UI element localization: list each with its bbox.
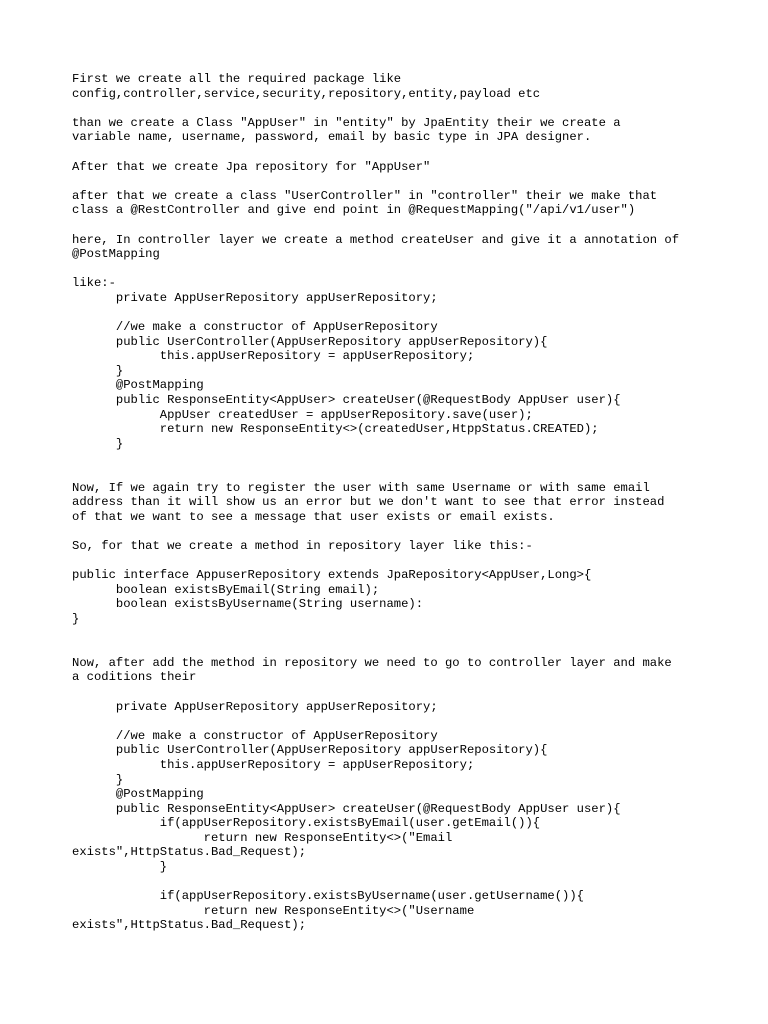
text-line: a coditions their (72, 670, 197, 685)
text-line: boolean existsByUsername(String username): (72, 597, 424, 612)
text-line: //we make a constructor of AppUserRepository (72, 728, 438, 743)
text-line (72, 554, 712, 569)
text-line: exists",HttpStatus.Bad_Request); (72, 918, 307, 933)
text-line: if(appUserRepository.existsByUsername(user.getUsername()){ (72, 889, 584, 904)
text-line: config,controller,service,security,repository,entity,payload etc (72, 86, 541, 101)
text-line: public ResponseEntity<AppUser> createUser(@RequestBody AppUser user){ (72, 393, 621, 408)
text-line (72, 875, 712, 890)
text-line: @PostMapping (72, 378, 204, 393)
text-line (72, 451, 712, 466)
text-line: Now, after add the method in repository we need to go to controller layer and make (72, 655, 672, 670)
text-line: public UserController(AppUserRepository appUserRepository){ (72, 334, 548, 349)
text-line: return new ResponseEntity<>("Username (72, 903, 475, 918)
text-line: private AppUserRepository appUserRepository; (72, 699, 438, 714)
text-line (72, 641, 712, 656)
text-line: variable name, username, password, email by basic type in JPA designer. (72, 130, 592, 145)
text-line: AppUser createdUser = appUserRepository.save(user); (72, 407, 533, 422)
text-line: So, for that we create a method in repository layer like this:- (72, 539, 533, 553)
text-line: First we create all the required package like (72, 72, 402, 86)
text-line: here, In controller layer we create a method createUser and give it a annotation of (72, 232, 680, 247)
text-line: private AppUserRepository appUserRepository; (72, 290, 438, 305)
text-line: if(appUserRepository.existsByEmail(user.getEmail()){ (72, 816, 541, 831)
text-line (72, 174, 712, 189)
text-line: like:- (72, 276, 116, 291)
text-line (72, 627, 712, 642)
text-line: address than it will show us an error but we don't want to see that error instead (72, 495, 665, 510)
text-line: than we create a Class "AppUser" in "entity" by JpaEntity their we create a (72, 115, 621, 130)
text-line: return new ResponseEntity<>("Email (72, 830, 453, 845)
text-line (72, 101, 712, 116)
text-line: this.appUserRepository = appUserRepository; (72, 349, 475, 364)
text-line: public interface AppuserRepository extends JpaRepository<AppUser,Long>{ (72, 568, 592, 583)
text-line: //we make a constructor of AppUserRepository (72, 320, 438, 335)
text-line: } (72, 436, 124, 451)
text-line (72, 685, 712, 700)
text-line: } (72, 860, 168, 875)
text-line: exists",HttpStatus.Bad_Request); (72, 845, 307, 860)
text-line (72, 466, 712, 481)
text-line (72, 218, 712, 233)
text-line (72, 262, 712, 277)
text-line: } (72, 611, 80, 626)
text-line: boolean existsByEmail(String email); (72, 582, 380, 597)
text-line: return new ResponseEntity<>(createdUser,HtppStatus.CREATED); (72, 422, 599, 437)
text-line: this.appUserRepository = appUserRepository; (72, 757, 475, 772)
text-line: @PostMapping (72, 787, 204, 802)
text-line: public UserController(AppUserRepository appUserRepository){ (72, 743, 548, 758)
document-page (72, 72, 712, 933)
text-line: after that we create a class "UserController" in "controller" their we make that (72, 188, 658, 203)
text-line (72, 714, 712, 729)
text-line (72, 145, 712, 160)
text-line: class a @RestController and give end point in @RequestMapping("/api/v1/user") (72, 203, 636, 218)
text-line (72, 306, 712, 321)
text-line: Now, If we again try to register the user with same Username or with same email (72, 480, 650, 495)
text-line: of that we want to see a message that user exists or email exists. (72, 509, 555, 524)
text-line: public ResponseEntity<AppUser> createUser(@RequestBody AppUser user){ (72, 801, 621, 816)
text-line (72, 524, 712, 539)
text-line: } (72, 772, 124, 787)
text-line: } (72, 363, 124, 378)
text-line: @PostMapping (72, 247, 160, 262)
text-line: After that we create Jpa repository for "AppUser" (72, 159, 431, 174)
